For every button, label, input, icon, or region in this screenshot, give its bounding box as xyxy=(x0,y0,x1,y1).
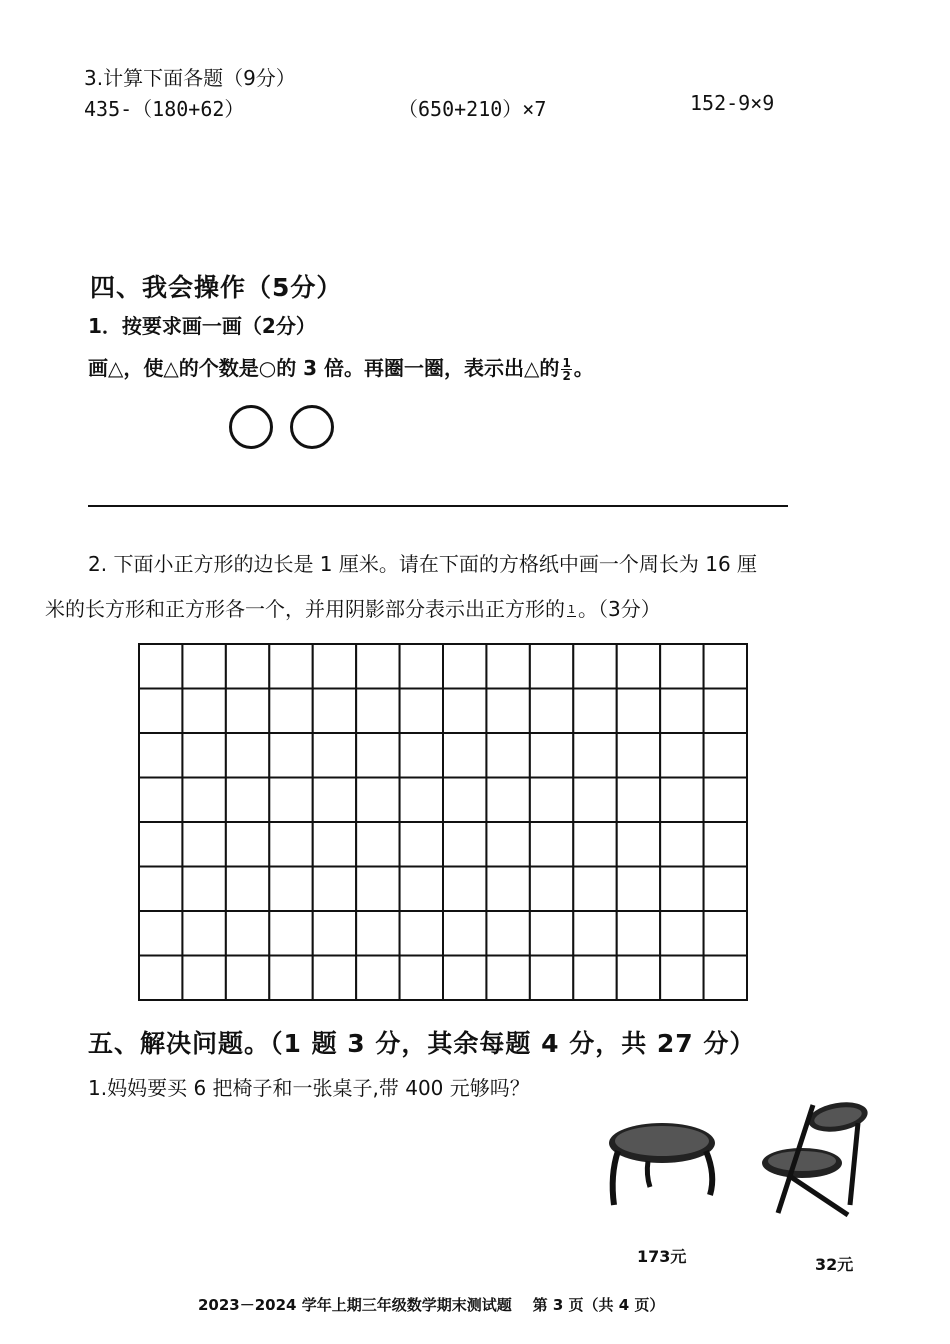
grid-cell[interactable] xyxy=(617,822,660,867)
grid-question-points: 。（3分） xyxy=(578,597,661,621)
grid-cell[interactable] xyxy=(226,867,269,912)
grid-cell[interactable] xyxy=(486,733,529,778)
grid-cell[interactable] xyxy=(704,956,747,1001)
grid-cell[interactable] xyxy=(139,822,182,867)
grid-cell[interactable] xyxy=(573,689,616,734)
grid-cell[interactable] xyxy=(530,689,573,734)
shade-fraction-numerator: 1 xyxy=(568,603,575,616)
table-illustration xyxy=(600,1115,725,1210)
grid-cell[interactable] xyxy=(400,822,443,867)
grid-cell[interactable] xyxy=(573,733,616,778)
grid-cell[interactable] xyxy=(443,644,486,689)
grid-cell[interactable] xyxy=(269,822,312,867)
grid-cell[interactable] xyxy=(660,822,703,867)
grid-cell[interactable] xyxy=(443,867,486,912)
grid-cell[interactable] xyxy=(530,956,573,1001)
grid-cell[interactable] xyxy=(313,867,356,912)
grid-cell[interactable] xyxy=(182,867,225,912)
grid-cell[interactable] xyxy=(226,911,269,956)
grid-cell[interactable] xyxy=(356,956,399,1001)
table-leg-right xyxy=(706,1151,712,1195)
grid-cell[interactable] xyxy=(660,911,703,956)
grid-cell[interactable] xyxy=(486,689,529,734)
grid-cell[interactable] xyxy=(226,733,269,778)
expression-1: 435-（180+62） xyxy=(84,97,245,121)
draw-question-text xyxy=(88,352,594,382)
chair-leg-back xyxy=(850,1123,858,1205)
table-leg-left xyxy=(613,1151,618,1205)
grid-cell[interactable] xyxy=(443,778,486,823)
grid-cell[interactable] xyxy=(573,911,616,956)
grid-cell[interactable] xyxy=(313,778,356,823)
grid-cell[interactable] xyxy=(182,956,225,1001)
grid-cell[interactable] xyxy=(573,822,616,867)
expression-3: 152-9×9 xyxy=(690,91,775,115)
grid-cell[interactable] xyxy=(443,689,486,734)
table-top-texture xyxy=(615,1126,709,1156)
grid-cell[interactable] xyxy=(660,644,703,689)
grid-cell[interactable] xyxy=(573,867,616,912)
grid-cell[interactable] xyxy=(443,911,486,956)
grid-cell[interactable] xyxy=(486,778,529,823)
grid-cell[interactable] xyxy=(356,733,399,778)
grid-question-line-2 xyxy=(45,593,661,622)
grid-cell[interactable] xyxy=(704,911,747,956)
grid-cell[interactable] xyxy=(226,644,269,689)
section-5-heading: 五、解决问题。（1 题 3 分，其余每题 4 分，共 27 分） xyxy=(88,1029,756,1058)
grid-cell[interactable] xyxy=(139,867,182,912)
draw-question-instruction: 画△，使△的个数是○的 3 倍。再圈一圈，表示出△的 xyxy=(88,356,560,380)
table-price: 173元 xyxy=(637,1247,687,1266)
grid-cell[interactable] xyxy=(356,911,399,956)
grid-cell[interactable] xyxy=(269,778,312,823)
chair-illustration xyxy=(758,1095,873,1220)
grid-cell[interactable] xyxy=(704,689,747,734)
circle-shape-1 xyxy=(229,405,273,449)
grid-cell[interactable] xyxy=(400,733,443,778)
section-4-heading: 四、我会操作（5分） xyxy=(90,273,343,302)
grid-cell[interactable] xyxy=(356,867,399,912)
grid-cell[interactable] xyxy=(313,911,356,956)
grid-question-text: 米的长方形和正方形各一个，并用阴影部分表示出正方形的 xyxy=(45,597,565,621)
drawing-answer-line xyxy=(88,505,788,507)
grid-cell[interactable] xyxy=(400,911,443,956)
page-footer: 2023－2024 学年上期三年级数学期末测试题 第 3 页（共 4 页） xyxy=(198,1296,665,1314)
grid-paper[interactable] xyxy=(137,642,749,1002)
grid-cell[interactable] xyxy=(313,644,356,689)
grid-cell[interactable] xyxy=(400,867,443,912)
grid-cell[interactable] xyxy=(313,956,356,1001)
grid-cell[interactable] xyxy=(269,733,312,778)
grid-cell[interactable] xyxy=(617,867,660,912)
grid-question-line-1: 2. 下面小正方形的边长是 1 厘米。请在下面的方格纸中画一个周长为 16 厘 xyxy=(88,552,758,576)
table-leg-middle xyxy=(647,1161,650,1187)
draw-question-title: 1．按要求画一画（2分） xyxy=(88,314,316,338)
grid-cell[interactable] xyxy=(617,644,660,689)
fraction-numerator: 1 xyxy=(562,356,571,370)
grid-cell[interactable] xyxy=(400,778,443,823)
grid-cell[interactable] xyxy=(139,733,182,778)
grid-cell[interactable] xyxy=(573,956,616,1001)
grid-cell[interactable] xyxy=(139,644,182,689)
chair-cross-bar xyxy=(788,1175,848,1215)
grid-cell[interactable] xyxy=(486,867,529,912)
grid-cell[interactable] xyxy=(530,778,573,823)
grid-cell[interactable] xyxy=(486,822,529,867)
grid-cell[interactable] xyxy=(400,689,443,734)
grid-cell[interactable] xyxy=(617,956,660,1001)
grid-cell[interactable] xyxy=(226,689,269,734)
grid-cell[interactable] xyxy=(182,689,225,734)
grid-cell[interactable] xyxy=(660,867,703,912)
grid-cell[interactable] xyxy=(182,733,225,778)
chair-seat-texture xyxy=(768,1151,836,1171)
grid-cell[interactable] xyxy=(704,778,747,823)
grid-cell[interactable] xyxy=(486,911,529,956)
grid-cell[interactable] xyxy=(660,689,703,734)
grid-cell[interactable] xyxy=(486,644,529,689)
grid-cell[interactable] xyxy=(182,778,225,823)
grid-cell[interactable] xyxy=(704,822,747,867)
expression-2: （650+210）×7 xyxy=(398,97,547,121)
grid-cell[interactable] xyxy=(573,778,616,823)
grid-cell[interactable] xyxy=(530,644,573,689)
grid-cell[interactable] xyxy=(356,822,399,867)
grid-cell[interactable] xyxy=(443,956,486,1001)
grid-cell[interactable] xyxy=(704,644,747,689)
grid-cell[interactable] xyxy=(530,733,573,778)
grid-cell[interactable] xyxy=(486,956,529,1001)
grid-cell[interactable] xyxy=(617,778,660,823)
grid-cell[interactable] xyxy=(356,778,399,823)
grid-cell[interactable] xyxy=(660,733,703,778)
grid-cell[interactable] xyxy=(313,733,356,778)
grid-cell[interactable] xyxy=(226,956,269,1001)
grid-cell[interactable] xyxy=(443,822,486,867)
grid-cell[interactable] xyxy=(530,911,573,956)
grid-cell[interactable] xyxy=(313,689,356,734)
grid-cell[interactable] xyxy=(356,689,399,734)
fraction-denominator: 2 xyxy=(562,369,571,383)
period-mark: 。 xyxy=(573,356,594,380)
one-half-fraction xyxy=(561,357,571,382)
grid-cell[interactable] xyxy=(704,733,747,778)
grid-paper-svg[interactable] xyxy=(137,642,749,1002)
grid-cell[interactable] xyxy=(269,689,312,734)
grid-cell[interactable] xyxy=(660,956,703,1001)
grid-cell[interactable] xyxy=(530,867,573,912)
chair-price: 32元 xyxy=(815,1255,854,1274)
grid-cell[interactable] xyxy=(704,867,747,912)
grid-cell[interactable] xyxy=(400,644,443,689)
grid-cell[interactable] xyxy=(269,911,312,956)
grid-cell[interactable] xyxy=(226,778,269,823)
grid-cell[interactable] xyxy=(660,778,703,823)
grid-cell[interactable] xyxy=(617,911,660,956)
grid-cell[interactable] xyxy=(139,778,182,823)
grid-cell[interactable] xyxy=(356,644,399,689)
problem-1-text: 1.妈妈要买 6 把椅子和一张桌子,带 400 元够吗？ xyxy=(88,1076,530,1100)
grid-cell[interactable] xyxy=(617,689,660,734)
grid-cell[interactable] xyxy=(139,956,182,1001)
grid-cell[interactable] xyxy=(443,733,486,778)
grid-cell[interactable] xyxy=(313,822,356,867)
shade-fraction xyxy=(567,604,576,617)
grid-cell[interactable] xyxy=(139,911,182,956)
grid-cell[interactable] xyxy=(400,956,443,1001)
grid-cell[interactable] xyxy=(139,689,182,734)
grid-cell[interactable] xyxy=(573,644,616,689)
circle-shape-2 xyxy=(290,405,334,449)
grid-cell[interactable] xyxy=(182,822,225,867)
grid-cell[interactable] xyxy=(182,644,225,689)
grid-cell[interactable] xyxy=(226,822,269,867)
grid-cell[interactable] xyxy=(617,733,660,778)
grid-cell[interactable] xyxy=(530,822,573,867)
grid-cell[interactable] xyxy=(269,867,312,912)
grid-cell[interactable] xyxy=(269,644,312,689)
calc-question-title: 3.计算下面各题（9分） xyxy=(84,66,296,90)
grid-cell[interactable] xyxy=(269,956,312,1001)
grid-cell[interactable] xyxy=(182,911,225,956)
